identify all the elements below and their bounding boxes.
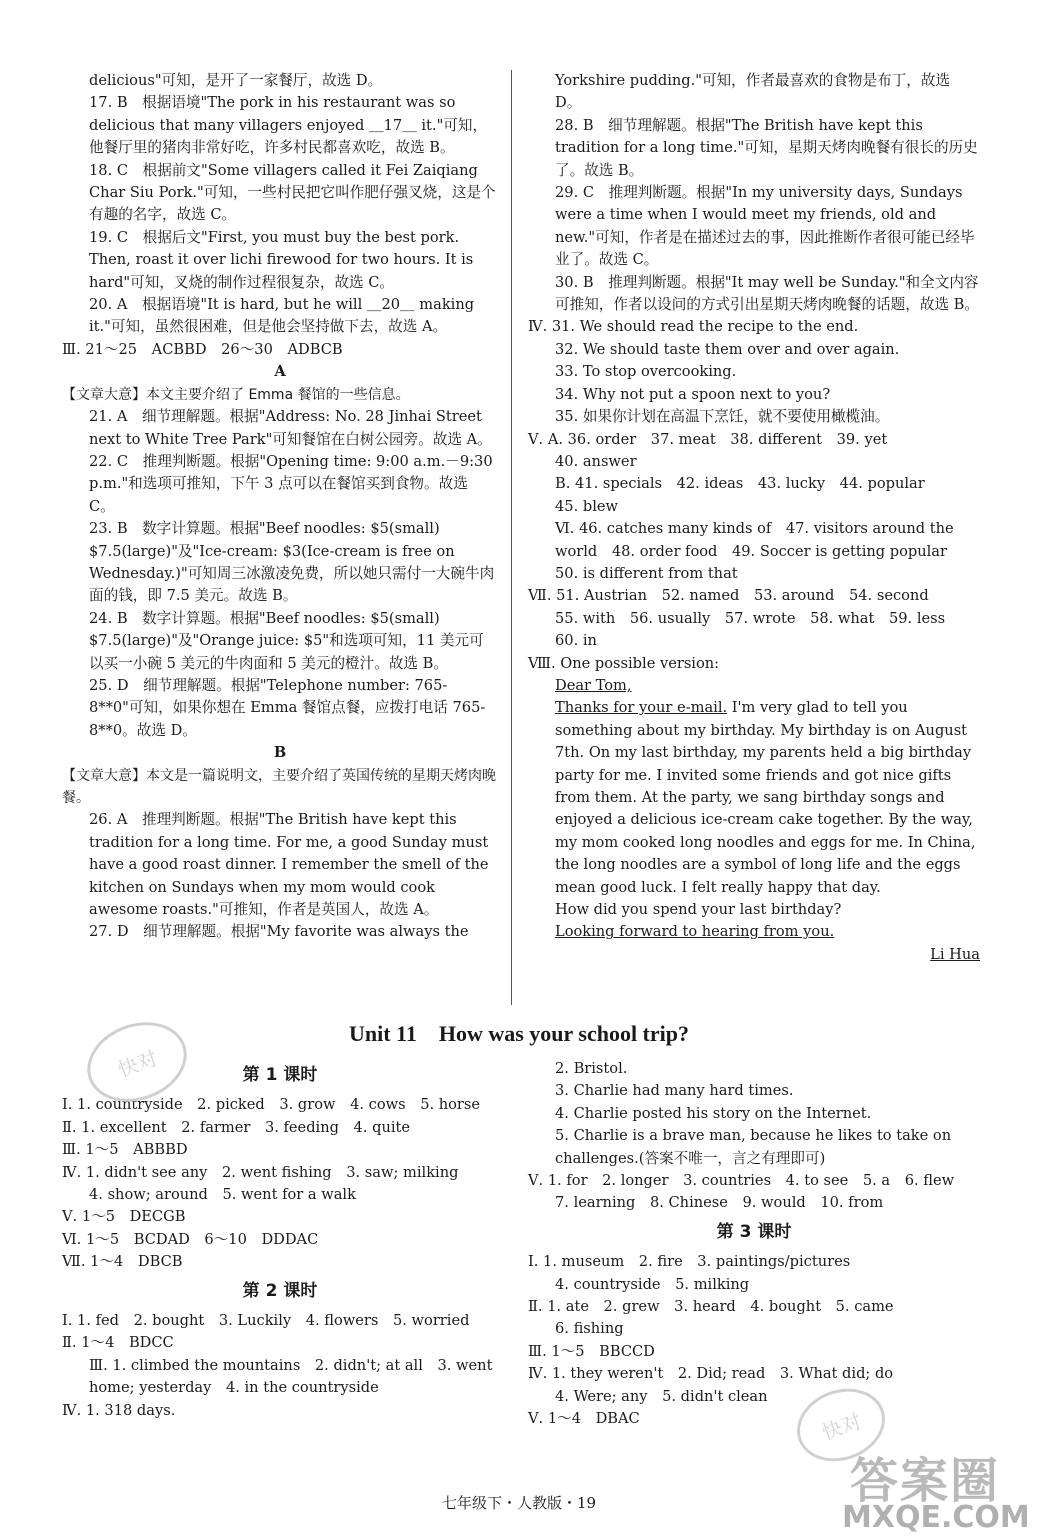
letter-body-text: I'm very glad to tell you something about my birthday. My birthday is on August 7th. On my last birthday, my parents held a big birthday party for me. I invited some friends and got nice gifts from them. At the party, we sang birthday songs and enjoyed a delicious ice-cream cake together. By the way, my mom cooked long noodles and eggs for me. In China, the long noodles are a symbol of long life and the eggs mean good luck. I felt really happy that day.: [555, 699, 976, 896]
lesson-1-title: 第 1 课时: [242, 1065, 318, 1085]
passage-a-summary: 【文章大意】本文主要介绍了 Emma 餐馆的一些信息。: [62, 386, 410, 403]
section-6-line: Ⅵ. 46. catches many kinds of 47. visitors around the world 48. order food 49. Soccer is getting popular 50. is different from that: [555, 520, 962, 582]
section-4-line: 33. To stop overcooking.: [555, 363, 737, 381]
lesson-2-cont-line: 5. Charlie is a brave man, because he likes to take on challenges.(答案不唯一，言之有理即可): [555, 1127, 952, 1167]
passage-a-label: A: [274, 363, 286, 381]
lesson-3-line: Ⅴ. 1～4 DBAC: [528, 1410, 640, 1428]
lesson-3-line: Ⅰ. 1. museum 2. fire 3. paintings/pictures: [528, 1253, 851, 1271]
lesson-3-line: 4. countryside 5. milking: [555, 1275, 750, 1293]
answer-item-28: 28. B 细节理解题。根据"The British have kept this tradition for a long time."可知，星期天烤肉晚餐有很长的历史了。故选 B。: [555, 116, 978, 179]
letter-question: How did you spend your last birthday?: [555, 901, 842, 919]
logo-url: MXQE.COM: [842, 1500, 1030, 1535]
letter-greeting: [528, 675, 980, 697]
answer-item-25: 25. D 细节理解题。根据"Telephone number: 765-8**0"可知，如果你想在 Emma 餐馆点餐，应拨打电话 765-8**0。故选 D。: [89, 676, 486, 739]
lesson-2-cont-line: 3. Charlie had many hard times.: [555, 1082, 794, 1100]
section-7-line: 55. with 56. usually 57. wrote 58. what 59. less: [555, 609, 946, 627]
section-5-line: 45. blew: [555, 497, 618, 515]
answer-item-22: 22. C 推理判断题。根据"Opening time: 9:00 a.m.－9:30 p.m."和选项可推知，下午 3 点可以在餐馆买到食物。故选 C。: [89, 452, 493, 515]
section-3-answers: Ⅲ. 21～25 ACBBD 26～30 ADBCB: [62, 340, 343, 358]
lesson-2-cont-line: 4. Charlie posted his story on the Internet.: [555, 1104, 872, 1122]
answer-item-21: 21. A 细节理解题。根据"Address: No. 28 Jinhai Street next to White Tree Park"可知餐馆在白树公园旁。故选 A。: [89, 408, 492, 448]
right-column-top: [528, 70, 980, 966]
section-4-line: 35. 如果你计划在高温下烹饪，就不要使用橄榄油。: [555, 408, 890, 426]
lesson-3-line: Ⅳ. 1. they weren't 2. Did; read 3. What did; do: [528, 1365, 894, 1383]
lesson-2-line: Ⅲ. 1. climbed the mountains 2. didn't; at all 3. went home; yesterday 4. in the countryside: [89, 1356, 493, 1397]
watermark-stamp-text: 快对: [818, 1408, 865, 1445]
lesson-3-title: 第 3 课时: [716, 1221, 792, 1242]
answer-item-23: 23. B 数字计算题。根据"Beef noodles: $5(small) $7.5(large)"及"Ice-cream: $3(Ice-cream is free on Wednesday.)"可知周三冰激凌免费，所以她只需付一大碗牛肉面的钱，即 7.5 美元。故选 B。: [89, 520, 495, 605]
lesson-3-line: Ⅱ. 1. ate 2. grew 3. heard 4. bought 5. came: [528, 1298, 894, 1316]
answer-item-18: 18. C 根据前文"Some villagers called it Fei Zaiqiang Char Siu Pork."可知，一些村民把它叫作肥仔强叉烧，这是个有趣的名字，故选 C。: [89, 161, 496, 224]
watermark-stamp-text: 快对: [114, 1045, 161, 1082]
answer-line: Yorkshire pudding."可知，作者最喜欢的食物是布丁，故选 D。: [555, 72, 951, 112]
lesson-1-line: Ⅶ. 1～4 DBCB: [62, 1253, 183, 1271]
lesson-3-line: Ⅲ. 1～5 BBCCD: [528, 1342, 655, 1360]
column-divider: [511, 70, 512, 1005]
section-7-line: Ⅶ. 51. Austrian 52. named 53. around 54. second: [528, 587, 929, 605]
section-4-line: Ⅳ. 31. We should read the recipe to the end.: [528, 318, 859, 336]
lesson-3-line: 4. Were; any 5. didn't clean: [555, 1387, 768, 1405]
lesson-2-cont-line: Ⅴ. 1. for 2. longer 3. countries 4. to see 5. a 6. flew: [528, 1172, 955, 1190]
section-4-line: 32. We should taste them over and over again.: [555, 340, 900, 358]
letter-opening: Thanks for your e-mail.: [555, 699, 728, 717]
section-5-line: Ⅴ. A. 36. order 37. meat 38. different 39. yet: [528, 430, 888, 448]
answer-item-24: 24. B 数字计算题。根据"Beef noodles: $5(small) $7.5(large)"及"Orange juice: $5"和选项可知，11 美元可以买一小碗 5 美元的牛肉面和 5 美元的橙汁。故选 B。: [89, 609, 484, 672]
answer-item-17: 17. B 根据语境"The pork in his restaurant was so delicious that many villagers enjoyed ＿17＿ it."可知，他餐厅里的猪肉非常好吃，许多村民都喜欢吃，故选 B。: [89, 94, 488, 157]
letter-closing: [528, 921, 980, 943]
answer-line: delicious"可知，是开了一家餐厅，故选 D。: [89, 72, 383, 89]
lesson-2-line: Ⅳ. 1. 318 days.: [62, 1401, 176, 1419]
left-column-top: [62, 70, 498, 944]
lesson-1-line: Ⅴ. 1～5 DECGB: [62, 1208, 186, 1226]
logo-text: 答案圈: [850, 1453, 1001, 1509]
answer-item-26: 26. A 推理判断题。根据"The British have kept this tradition for a long time. For me, a good Sunday must have a good roast dinner. I remember the smell of the kitchen on Sundays when my mom would cook awesome roasts."可推知，作者是英国人，故选 A。: [89, 811, 489, 919]
lesson-2-line: Ⅱ. 1～4 BDCC: [62, 1334, 174, 1352]
letter-signature: [528, 944, 980, 966]
lesson-2-line: Ⅰ. 1. fed 2. bought 3. Luckily 4. flowers 5. worried: [62, 1312, 470, 1330]
section-4-line: 34. Why not put a spoon next to you?: [555, 385, 831, 403]
passage-b-label: B: [273, 744, 287, 762]
passage-b-summary: 【文章大意】本文是一篇说明文，主要介绍了英国传统的星期天烤肉晚餐。: [62, 767, 496, 806]
answer-item-19: 19. C 根据后文"First, you must buy the best pork. Then, roast it over lichi firewood for two hours. It is hard"可知，叉烧的制作过程很复杂，故选 C。: [89, 228, 474, 291]
section-5-line: B. 41. specials 42. ideas 43. lucky 44. popular: [555, 475, 925, 493]
right-column-bottom: [528, 1058, 980, 1431]
lesson-1-line: Ⅱ. 1. excellent 2. farmer 3. feeding 4. quite: [62, 1118, 411, 1136]
lesson-2-title: 第 2 课时: [242, 1280, 318, 1301]
unit-title: Unit 11 How was your school trip?: [348, 1021, 689, 1046]
lesson-1-line: Ⅵ. 1～5 BCDAD 6～10 DDDAC: [62, 1230, 319, 1248]
lesson-3-line: 6. fishing: [555, 1320, 624, 1338]
lesson-2-cont-line: 2. Bristol.: [555, 1060, 628, 1077]
answer-item-29: 29. C 推理判断题。根据"In my university days, Sundays were a time when I would meet my friends, old and new."可知，作者是在描述过去的事，因此推断作者很可能已经毕业了。故选 C。: [555, 184, 975, 269]
lesson-1-line: Ⅰ. 1. countryside 2. picked 3. grow 4. cows 5. horse: [62, 1096, 481, 1114]
letter-body: [528, 697, 980, 899]
section-5-line: 40. answer: [555, 452, 637, 470]
answer-item-27: 27. D 细节理解题。根据"My favorite was always the: [89, 923, 469, 941]
answer-item-20: 20. A 根据语境"It is hard, but he will ＿20＿ making it."可知，虽然很困难，但是他会坚持做下去，故选 A。: [89, 296, 475, 336]
letter-signature-text: Li Hua: [930, 945, 980, 963]
lesson-1-line: Ⅲ. 1～5 ABBBD: [62, 1141, 188, 1159]
letter-closing-text: Looking forward to hearing from you.: [555, 923, 835, 941]
lesson-1-line: Ⅳ. 1. didn't see any 2. went fishing 3. saw; milking: [62, 1163, 459, 1181]
letter-greeting-text: Dear Tom,: [555, 676, 632, 694]
section-7-line: 60. in: [555, 632, 597, 650]
site-logo: [838, 1442, 1038, 1536]
answer-item-30: 30. B 推理判断题。根据"It may well be Sunday."和全文内容可推知，作者以设问的方式引出星期天烤肉晚餐的话题，故选 B。: [555, 273, 979, 314]
section-8-line: Ⅷ. One possible version:: [528, 654, 720, 672]
lesson-1-line: 4. show; around 5. went for a walk: [89, 1186, 356, 1204]
lesson-2-cont-line: 7. learning 8. Chinese 9. would 10. from: [555, 1194, 884, 1212]
page-footer: 七年级下・人教版・19: [441, 1494, 597, 1512]
left-column-bottom: [62, 1058, 498, 1422]
